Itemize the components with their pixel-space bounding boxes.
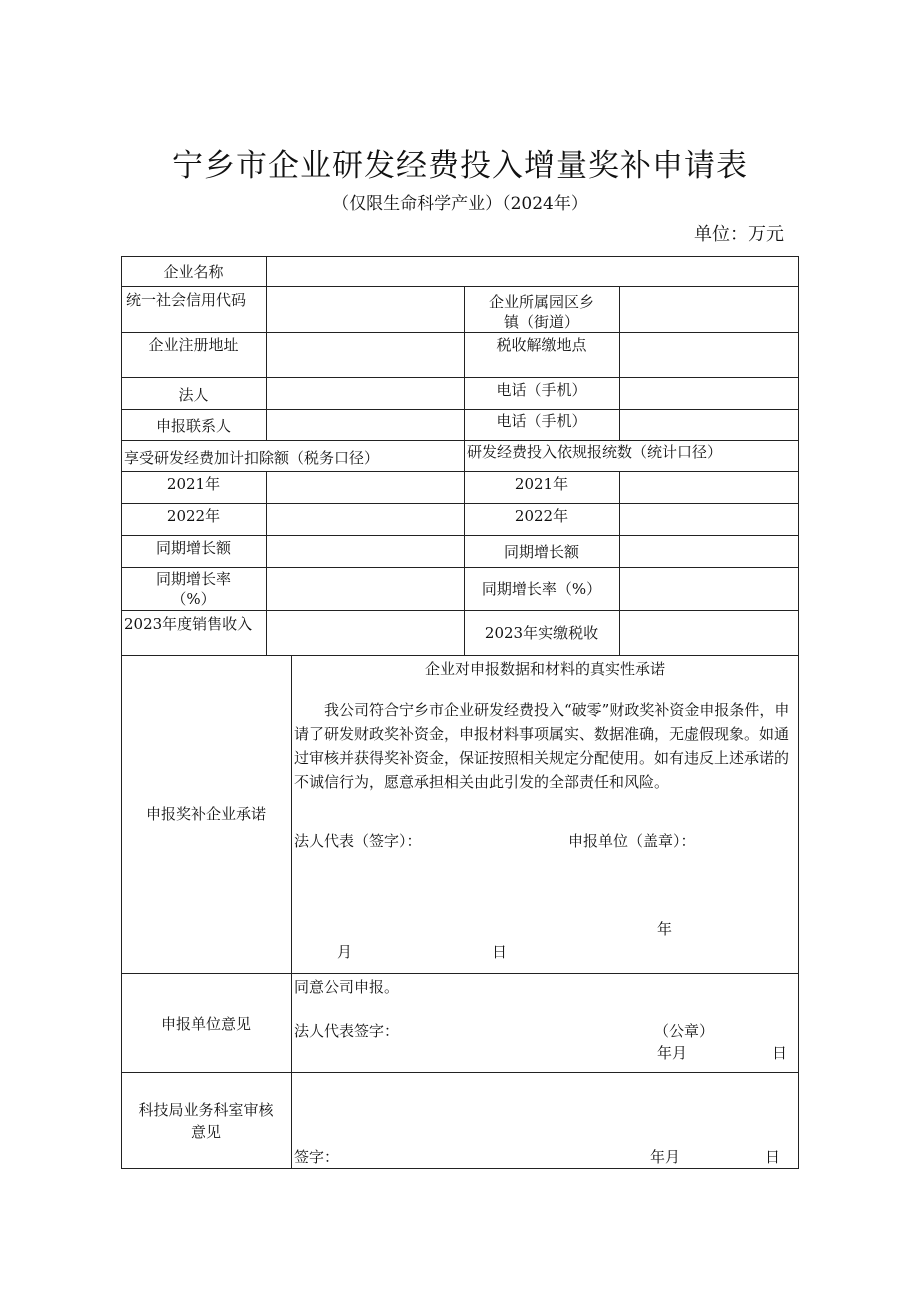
rd-stat-2022-label: 2022年 xyxy=(514,507,569,525)
rd-stat-rate-label: 同期增长率（%） xyxy=(481,580,602,598)
promise-text: 我公司符合宁乡市企业研发经费投入“破零”财政奖补资金申报条件，申请了研发财政奖补资金，申报材料事项属实、数据准确，无虚假现象。如通过审核并获得奖补资金，保证按照相关规定分配使用。如有违反上述承诺的不诚信行为，愿意承担相关由此引发的全部责任和风险。 xyxy=(294,701,790,791)
reg-address-label: 企业注册地址 xyxy=(148,336,239,354)
promise-label: 申报奖补企业承诺 xyxy=(145,805,266,823)
rd-tax-growth-label: 同期增长额 xyxy=(155,539,231,557)
review-label-line2: 意见 xyxy=(190,1123,221,1141)
rd-tax-header: 享受研发经费加计扣除额（税务口径） xyxy=(124,449,380,467)
review-sign: 签字： xyxy=(294,1148,340,1166)
opinion-day: 日 xyxy=(772,1044,788,1062)
rd-tax-rate-label-line2: （%） xyxy=(171,590,216,608)
promise-legal-sign: 法人代表（签字）： xyxy=(294,832,422,850)
promise-unit-stamp: 申报单位（盖章）： xyxy=(568,832,696,850)
opinion-label: 申报单位意见 xyxy=(160,1015,251,1033)
rd-tax-rate-label-line1: 同期增长率 xyxy=(155,570,231,588)
credit-code-label: 统一社会信用代码 xyxy=(126,291,247,309)
phone-label: 电话（手机） xyxy=(496,381,587,399)
page-title: 宁乡市企业研发经费投入增量奖补申请表 xyxy=(172,148,748,184)
opinion-agree: 同意公司申报。 xyxy=(294,978,400,996)
sales-revenue-label: 2023年度销售收入 xyxy=(124,615,253,633)
unit-label: 单位：万元 xyxy=(694,224,784,245)
rd-stat-2021-label: 2021年 xyxy=(514,475,569,493)
rd-tax-2022-label: 2022年 xyxy=(166,507,221,525)
review-label-line1: 科技局业务科室审核 xyxy=(138,1101,274,1119)
contact-label: 申报联系人 xyxy=(155,417,231,435)
legal-person-label: 法人 xyxy=(178,386,209,404)
rd-stat-growth-label: 同期增长额 xyxy=(503,543,579,561)
promise-month: 月 xyxy=(337,943,353,961)
contact-phone-label: 电话（手机） xyxy=(496,412,587,430)
opinion-stamp: （公章） xyxy=(654,1022,715,1040)
promise-heading: 企业对申报数据和材料的真实性承诺 xyxy=(424,660,665,678)
company-name-label: 企业名称 xyxy=(163,263,224,281)
review-day: 日 xyxy=(765,1148,781,1166)
park-label-line2: 镇（街道） xyxy=(503,313,579,331)
opinion-legal-sign: 法人代表签字： xyxy=(294,1022,400,1040)
promise-day: 日 xyxy=(492,943,508,961)
rd-stat-header: 研发经费投入依规报统数（统计口径） xyxy=(467,443,723,461)
tax-place-label: 税收解缴地点 xyxy=(496,336,587,354)
promise-year: 年 xyxy=(657,920,673,938)
tax-paid-label: 2023年实缴税收 xyxy=(484,624,599,642)
opinion-yearmonth: 年月 xyxy=(657,1044,688,1062)
review-yearmonth: 年月 xyxy=(650,1148,681,1166)
rd-tax-2021-label: 2021年 xyxy=(166,475,221,493)
page-subtitle: （仅限生命科学产业）（2024年） xyxy=(332,194,588,214)
park-label-line1: 企业所属园区乡 xyxy=(488,293,594,311)
